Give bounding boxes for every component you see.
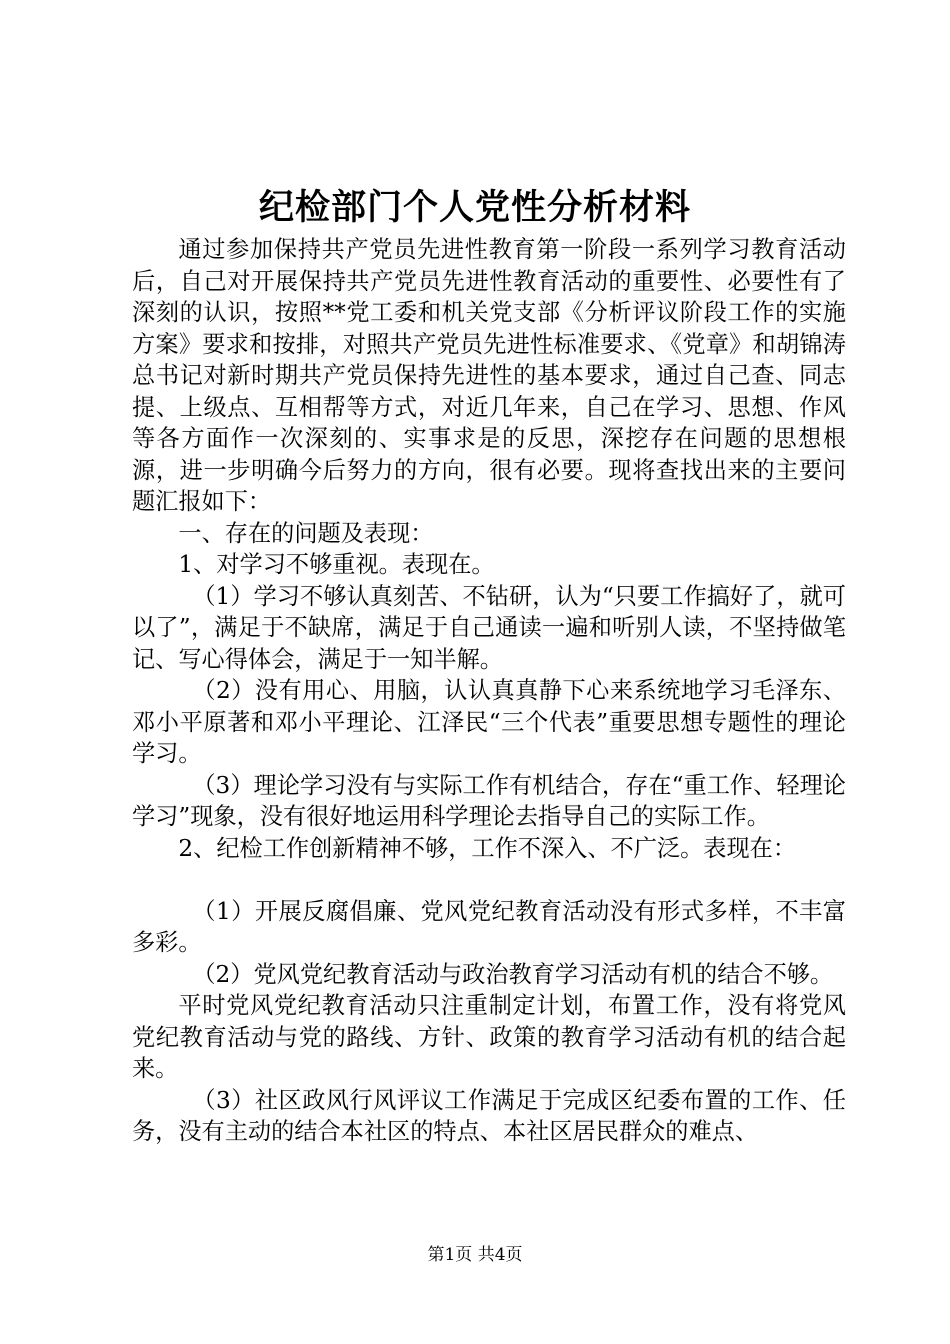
section-heading-problems: 一、存在的问题及表现：: [178, 519, 434, 547]
item-heading-study: 1、对学习不够重视。表现在。: [178, 551, 495, 578]
sub-item-study-2: （2）没有用心、用脑，认认真真静下心来系统地学习毛泽东、邓小平原著和邓小平理论、江泽民“三个代表”重要思想专题性的理论学习。: [132, 677, 846, 767]
document-body: [132, 234, 846, 1148]
sub-item-study-3: （3）理论学习没有与实际工作有机结合，存在“重工作、轻理论学习”现象，没有很好地运用科学理论去指导自己的实际工作。: [132, 771, 846, 830]
sub-item-innovation-3: （3）社区政风行风评议工作满足于完成区纪委布置的工作、任务，没有主动的结合本社区的特点、本社区居民群众的难点、: [132, 1086, 846, 1145]
paragraph-intro: 通过参加保持共产党员先进性教育第一阶段一系列学习教育活动后，自己对开展保持共产党员先进性教育活动的重要性、必要性有了深刻的认识，按照**党工委和机关党支部《分析评议阶段工作的实施方案》要求和按排，对照共产党员先进性标准要求、《党章》和胡锦涛总书记对新时期共产党员保持先进性的基本要求，通过自己查、同志提、上级点、互相帮等方式，对近几年来，自己在学习、思想、作风等各方面作一次深刻的、实事求是的反思，深挖存在问题的思想根源，进一步明确今后努力的方向，很有必要。现将查找出来的主要问题汇报如下：: [132, 236, 846, 515]
page-footer: 第1页 共4页: [427, 1245, 523, 1265]
sub-item-study-1: （1）学习不够认真刻苦、不钻研，认为“只要工作搞好了，就可以了”，满足于不缺席，满足于自己通读一遍和听别人读，不坚持做笔记、写心得体会，满足于一知半解。: [132, 582, 846, 673]
document-title: 纪检部门个人党性分析材料: [258, 187, 691, 228]
sub-item-innovation-1: （1）开展反腐倡廉、党风党纪教育活动没有形式多样，不丰富多彩。: [132, 897, 846, 956]
sub-item-innovation-2: （2）党风党纪教育活动与政治教育学习活动有机的结合不够。: [192, 960, 834, 988]
item-heading-innovation: 2、纪检工作创新精神不够，工作不深入、不广泛。表现在：: [178, 834, 797, 862]
paragraph-explanation: 平时党风党纪教育活动只注重制定计划，布置工作，没有将党风党纪教育活动与党的路线、方针、政策的教育学习活动有机的结合起来。: [132, 992, 846, 1082]
